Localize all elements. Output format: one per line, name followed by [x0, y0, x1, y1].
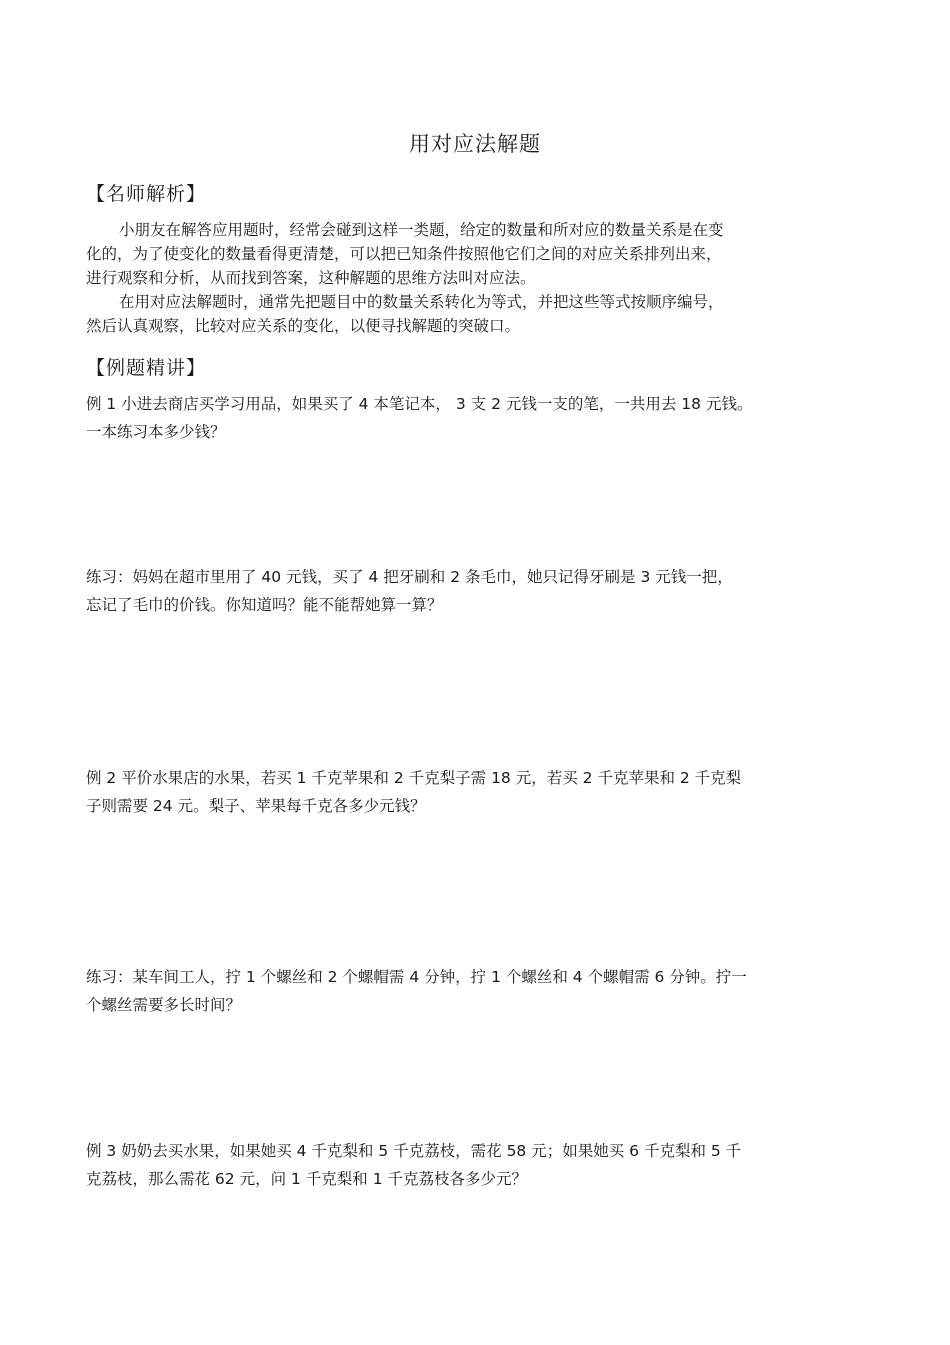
practice-1-line-1: 练习：妈妈在超市里用了 40 元钱，买了 4 把牙刷和 2 条毛巾，她只记得牙刷是 3 元钱一把，	[86, 568, 733, 586]
examples-heading: 【例题精讲】	[86, 357, 207, 379]
practice-2-line-2: 个螺丝需要多长时间？	[86, 996, 242, 1014]
example-2-line-2: 子则需要 24 元。梨子、苹果每千克各多少元钱？	[86, 797, 426, 815]
example-2	[86, 764, 862, 820]
analysis-paragraph-1	[86, 218, 862, 290]
practice-2	[86, 963, 862, 1019]
example-1	[86, 390, 862, 446]
example-2-line-1: 例 2 平价水果店的水果，若买 1 千克苹果和 2 千克梨子需 18 元，若买 2 千克苹果和 2 千克梨	[86, 769, 742, 787]
analysis-p2-line-1: 在用对应法解题时，通常先把题目中的数量关系转化为等式，并把这些等式按顺序编号，	[119, 293, 724, 311]
practice-1	[86, 563, 862, 619]
practice-2-line-1: 练习：某车间工人，拧 1 个螺丝和 2 个螺帽需 4 分钟，拧 1 个螺丝和 4 个螺帽需 6 分钟。拧一	[86, 968, 747, 986]
example-3-line-1: 例 3 奶奶去买水果，如果她买 4 千克梨和 5 千克荔枝，需花 58 元；如果她买 6 千克梨和 5 千	[86, 1142, 742, 1160]
example-1-line-1: 例 1 小进去商店买学习用品，如果买了 4 本笔记本， 3 支 2 元钱一支的笔，一共用去 18 元钱。	[86, 395, 753, 413]
practice-1-line-2: 忘记了毛巾的价钱。你知道吗？能不能帮她算一算？	[86, 596, 443, 614]
example-1-line-2: 一本练习本多少钱？	[86, 423, 226, 441]
analysis-p1-line-2: 化的，为了使变化的数量看得更清楚，可以把已知条件按照他它们之间的对应关系排列出来，	[86, 245, 722, 263]
analysis-p1-line-3: 进行观察和分析，从而找到答案，这种解题的思维方法叫对应法。	[86, 269, 536, 287]
analysis-paragraph-2	[86, 290, 862, 338]
example-3	[86, 1137, 862, 1193]
document-title: 用对应法解题	[409, 132, 541, 156]
analysis-heading: 【名师解析】	[86, 183, 207, 205]
example-3-line-2: 克荔枝，那么需花 62 元，问 1 千克梨和 1 千克荔枝各多少元？	[86, 1170, 528, 1188]
analysis-p1-line-1: 小朋友在解答应用题时，经常会碰到这样一类题，给定的数量和所对应的数量关系是在变	[119, 221, 724, 239]
analysis-p2-line-2: 然后认真观察，比较对应关系的变化，以便寻找解题的突破口。	[86, 317, 521, 335]
